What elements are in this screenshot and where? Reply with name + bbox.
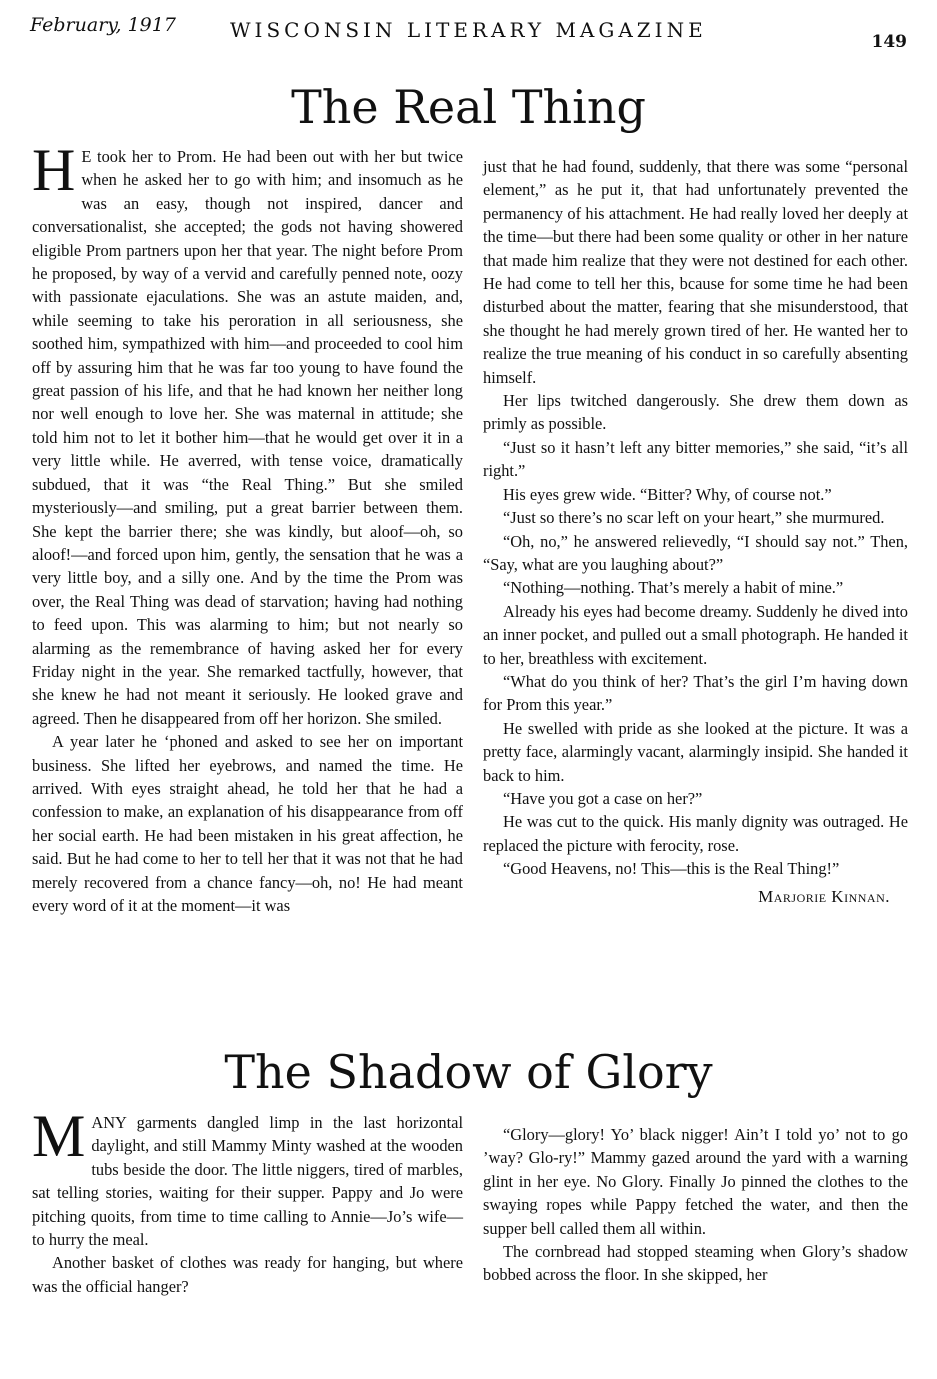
article1-paragraph: “Just so there’s no scar left on your heart,” she murmured. [503,508,885,528]
article1-paragraph: A year later he ‘phoned and asked to see her on important business. She lifted her eyebrows, and named the time. He arrived. With eyes straight ahead, he told her that he had a confession to make, an explanation of his disappearance from off her social earth. He had been mistaken in his great affection, he said. But he had come to her to tell her that it was not that he had merely recovered from a chance fancy—oh, no! He had meant every word of it at the moment—it was [32,732,463,915]
article2-paragraph: MANY garments dangled limp in the last horizontal daylight, and still Mammy Minty washed at the wooden tubs beside the door. The little niggers, tired of marbles, sat telling stories, waiting for their supper. Pappy and Jo were pitching quoits, from time to time calling to Annie—Jo’s wife—to hurry the meal. [32,1103,463,1250]
article1-paragraph: “What do you think of her? That’s the girl I’m having down for Prom this year.” [483,671,908,715]
running-header [30,14,907,50]
article2-right-column [483,1123,908,1338]
article2-paragraph: Another basket of clothes was ready for hanging, but where was the official hanger? [32,1253,463,1296]
drop-cap: M [32,1103,86,1169]
article2-paragraph: The cornbread had stopped steaming when Glory’s shadow bobbed across the floor. In she skipped, her [483,1242,908,1285]
author-signature: Marjorie Kinnan. [758,886,890,906]
article2-paragraph: “Glory—glory! Yo’ black nigger! Ain’t I told yo’ not to go ’way? Glo-ry!” Mammy gazed around the yard with a warning glint in her eye. No Glory. Finally Jo pinned the clothes to the swaying ropes while Pappy fetched the water, and then the supper bell called them all within. [483,1125,908,1238]
article2-left-column [32,1103,463,1336]
article1-paragraph: H E took her to Prom. He had been out with her but twice when he asked her to go with him; and insomuch as he was an easy, though not inspired, dancer and conversationalist, she accepted; the gods not having showered eligible Prom partners upon her that year. The night before Prom he proposed, by way of a vervid and carefully penned note, oozy with passionate ejaculations. She was an astute maiden, and, while seeming to take his peroration in all seriousness, she soothed him, sympathized with him—and proceeded to cool him off by assuring him that he was far too young to have found the great passion of his life, and that he had known her neither long nor well enough to love her. She was maternal in attitude; she told him not to let it bother him—that he would get over it in a very little while. He averred, with tense voice, dramatically subdued, that it was “the Real Thing.” But she smiled mysteriously—and smiling, put a great barrier between them. She kept the barrier there; she was kindly, but aloof—oh, so aloof!—and forced upon him, gently, the sensation that he was a very little boy, and a silly one. And by the time the Prom was over, the Real Thing was dead of starvation; having had nothing to feed upon. This was alarming to him; but not nearly so alarming as the remembrance of having asked her for every Friday night in the year. She remarked tactfully, however, that she knew he had not meant it seriously. He looked grave and agreed. Then he disappeared from off her horizon. She smiled. [32,137,463,728]
article-title-real-thing: The Real Thing [291,80,646,134]
article1-paragraph: “Good Heavens, no! This—this is the Real Thing!” [503,859,840,879]
article1-paragraph: His eyes grew wide. “Bitter? Why, of course not.” [503,484,832,504]
magazine-title: WISCONSIN LITERARY MAGAZINE [230,18,707,42]
article1-paragraph: “Nothing—nothing. That’s merely a habit of mine.” [503,578,844,598]
page-number: 149 [871,32,907,52]
article1-paragraph: Already his eyes had become dreamy. Suddenly he dived into an inner pocket, and pulled out a small photograph. He handed it to her, breathless with excitement. [483,601,908,668]
article1-right-column [483,155,908,1035]
drop-cap: H [32,137,76,203]
article1-paragraph: “Just so it hasn’t left any bitter memories,” she said, “it’s all right.” [483,437,908,481]
article1-paragraph: just that he had found, suddenly, that there was some “personal element,” as he put it, that had unfortunately prevented the permanency of his attachment. He had really loved her deeply at the time—but there had been some quality or other in her nature that made him realize that they were not destined for each other. He had come to tell her this, bcause for some time he had been disturbed about the matter, fearing that she misunderstood, that she thought he had merely grown tired of her. He wanted her to realize the true meaning of his conduct in so carefully absenting himself. [483,157,908,387]
article1-paragraph: He was cut to the quick. His manly dignity was outraged. He replaced the picture with ferocity, rose. [483,812,908,855]
article1-paragraph: He swelled with pride as she looked at the picture. It was a pretty face, alarmingly vacant, alarmingly insipid. She handed it back to him. [483,718,908,785]
article1-paragraph: “Have you got a case on her?” [503,788,703,808]
article1-paragraph: Her lips twitched dangerously. She drew them down as primly as possible. [483,391,908,434]
article-title-shadow-of-glory: The Shadow of Glory [224,1045,713,1099]
issue-date: February, 1917 [30,14,176,36]
article1-paragraph: “Oh, no,” he answered relievedly, “I should say not.” Then, “Say, what are you laughing about?” [483,531,908,574]
article1-left-column [32,137,463,1035]
